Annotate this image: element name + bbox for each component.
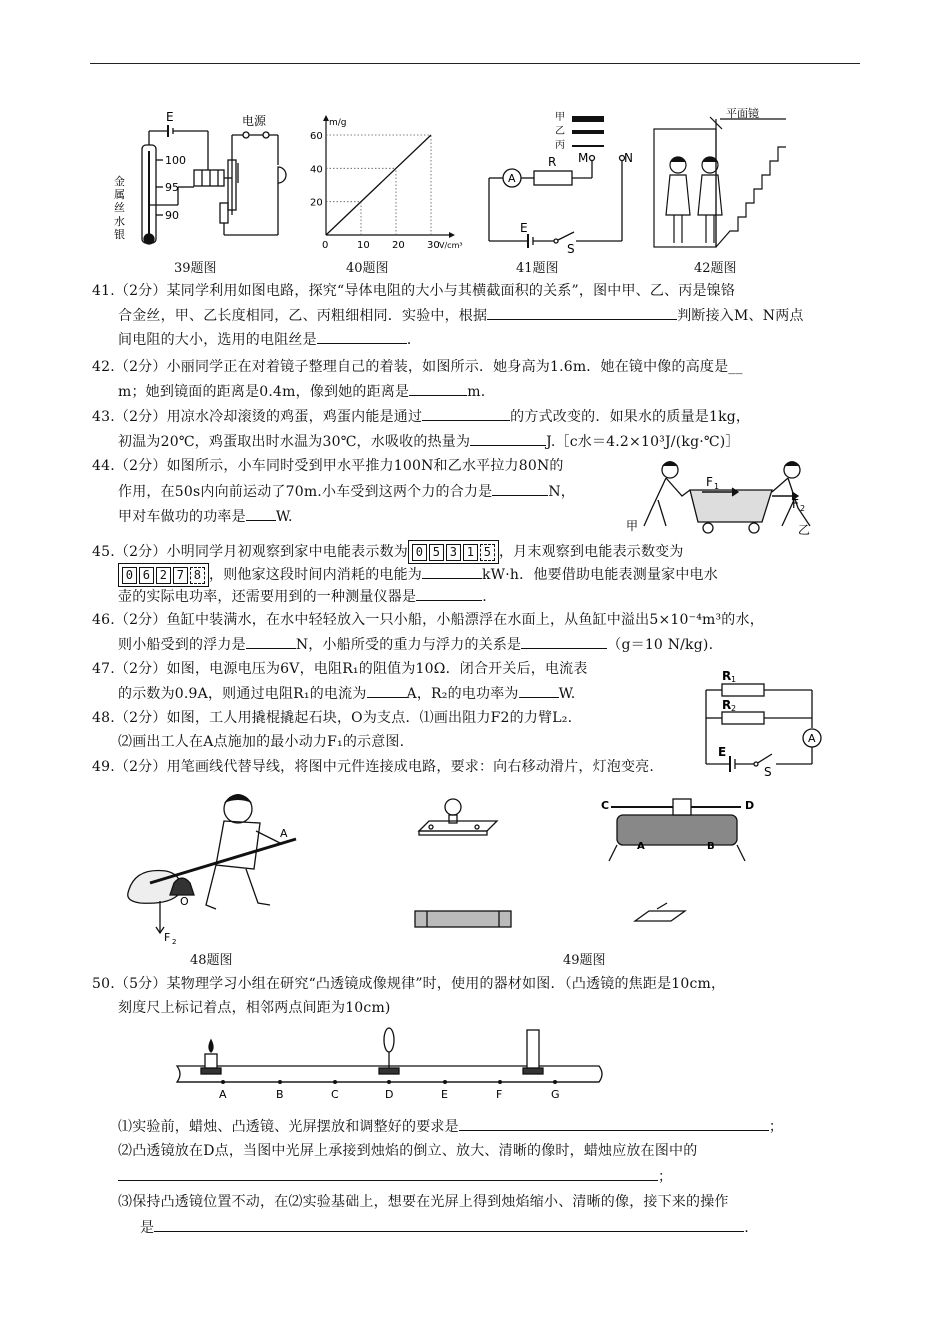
q46-text-2a: 则小船受到的浮力是 <box>118 637 246 653</box>
q47-text-2a: 的示数为0.9A，则通过电阻R₁的电流为 <box>118 686 367 702</box>
fig44-f1-label: F <box>706 475 713 489</box>
q41-line-1: 41.（2分）某同学利用如图电路，探究“导体电阻的大小与其横截面积的关系”，图中甲、乙、丙是镍铬 <box>92 283 736 299</box>
figure-41 <box>484 108 644 253</box>
q42-line-2 <box>118 381 485 402</box>
q48-line-1: 48.（2分）如图，工人用撬棍撬起石块，O为支点．⑴画出阻力F2的力臂L₂. <box>92 710 573 726</box>
fig47-r1-label: R <box>722 669 732 683</box>
q50-line-2: 刻度尺上标记着点，相邻两点间距为10cm) <box>118 1000 391 1016</box>
meter1-digit: 3 <box>446 544 461 561</box>
q49-line-1: 49.（2分）用笔画线代替导线，将图中元件连接成电路，要求：向右移动滑片，灯泡变亮. <box>92 759 655 775</box>
q43-line-1 <box>92 406 750 427</box>
fig48-a-label: A <box>280 827 288 840</box>
figure-40 <box>306 113 476 253</box>
meter2-digit: 6 <box>139 567 154 584</box>
fig42-caption: 42题图 <box>694 261 737 276</box>
fig47-r2-label: R <box>722 698 732 712</box>
figure-39 <box>108 105 308 250</box>
fig48-f2-label: F <box>164 931 171 944</box>
meter2-digit: 2 <box>156 567 171 584</box>
fig40-caption: 40题图 <box>346 261 389 276</box>
fig39-e-label: E <box>166 110 174 124</box>
q45-blank-1[interactable] <box>422 564 482 579</box>
q45-text-1a: 45.（2分）小明同学月初观察到家中电能表示数为 <box>92 544 408 560</box>
header-rule <box>90 63 860 64</box>
x-tick-label: 10 <box>357 240 370 251</box>
q46-line-2 <box>118 634 713 655</box>
q42-text-2a: m；她到镜面的距离是0.4m，像到她的距离是 <box>118 384 410 400</box>
fig49-c-label: C <box>601 799 610 812</box>
y-tick-label: 20 <box>310 197 323 209</box>
meter1-decimal-digit: 5 <box>480 544 495 561</box>
q45-text-3a: 壶的实际电功率，还需要用到的一种测量仪器是 <box>118 589 417 605</box>
q50-line-1: 50.（5分）某物理学习小组在研究“凸透镜成像规律”时，使用的器材如图．（凸透镜的焦距是10cm， <box>92 976 726 992</box>
fig50-g: G <box>551 1088 560 1101</box>
q50-blank-3[interactable] <box>154 1217 744 1232</box>
x-tick-label: 30 <box>427 240 440 251</box>
fig39-metal-label-3: 丝 <box>114 201 125 214</box>
fig41-bing: 丙 <box>555 140 565 151</box>
x-axis-arrow <box>449 232 455 238</box>
q45-line-2 <box>118 563 718 587</box>
fig41-jia: 甲 <box>555 112 565 123</box>
q43-text-1b: 的方式改变的．如果水的质量是1kg， <box>510 409 751 425</box>
q45-line-1 <box>92 540 684 564</box>
circuit-components-illustration <box>405 785 765 940</box>
q50-sub-2b <box>118 1166 672 1187</box>
cart-push-pull-illustration <box>622 456 822 538</box>
fig41-caption: 41题图 <box>516 261 559 276</box>
q42-blank[interactable] <box>409 381 467 396</box>
figure-47 <box>700 668 830 778</box>
meter1-digit: 1 <box>463 544 478 561</box>
mirror-scene-illustration <box>650 105 790 250</box>
q44-line-2 <box>118 481 575 502</box>
q41-text-2b: 判断接入M、N两点 <box>677 308 804 324</box>
q41-text-2a: 合金丝，甲、乙长度相同，乙、丙粗细相同．实验中，根据 <box>118 308 488 324</box>
q41-blank-2[interactable] <box>317 329 407 344</box>
q43-text-1a: 43.（2分）用凉水冷却滚烫的鸡蛋，鸡蛋内能是通过 <box>92 409 423 425</box>
q50-text-2b: ； <box>658 1169 673 1185</box>
fig47-e-label: E <box>718 745 727 759</box>
q45-line-3 <box>118 586 487 607</box>
x-tick-label: 20 <box>392 240 405 251</box>
q48-line-2: ⑵画出工人在A点施加的最小动力F₁的示意图. <box>118 734 405 750</box>
q45-blank-2[interactable] <box>416 586 482 601</box>
fig39-tick-95: 95 <box>165 181 179 194</box>
q45-text-2a: ，则他家这段时间内消耗的电能为 <box>209 567 422 583</box>
fig50-b: B <box>276 1088 284 1101</box>
figure-50 <box>175 1024 605 1106</box>
meter1-digit: 5 <box>429 544 444 561</box>
fig44-yi-label: 乙 <box>798 523 811 537</box>
meter2-digit: 0 <box>122 567 137 584</box>
q41-blank-1[interactable] <box>487 305 677 320</box>
fig42-mirror-label: 平面镜 <box>726 107 759 120</box>
q50-sub-2: ⑵凸透镜放在D点，当图中光屏上承接到烛焰的倒立、放大、清晰的像时，蜡烛应放在图中的 <box>118 1143 698 1159</box>
fig47-s-label: S <box>764 765 772 778</box>
q42-line-1: 42.（2分）小丽同学正在对着镜子整理自己的着装，如图所示．她身高为1.6m．她在镜中像的高度是__ <box>92 359 743 375</box>
q45-text-3b: . <box>482 589 487 605</box>
x-tick-label: 0 <box>322 240 329 251</box>
svg-text:2: 2 <box>172 938 177 945</box>
fig39-mercury-label-2: 银 <box>114 228 125 241</box>
q50-blank-1[interactable] <box>459 1116 769 1131</box>
q47-line-1: 47.（2分）如图，电源电压为6V，电阻R₁的阻值为10Ω．闭合开关后，电流表 <box>92 661 588 677</box>
figure-44 <box>622 456 822 538</box>
q41-line-2 <box>118 305 804 326</box>
data-line <box>326 135 431 235</box>
q43-line-2 <box>118 431 740 452</box>
parallel-resistor-circuit <box>700 668 830 778</box>
fig39-metal-label-1: 金 <box>114 175 125 188</box>
svg-text:1: 1 <box>714 482 720 491</box>
meter2-digit: 7 <box>173 567 188 584</box>
meter1-digit: 0 <box>412 544 427 561</box>
q43-blank-1[interactable] <box>422 406 510 421</box>
fig50-c: C <box>331 1088 339 1101</box>
meter2-decimal-digit: 8 <box>190 567 205 584</box>
fig39-tick-90: 90 <box>165 209 179 222</box>
q44-blank-1[interactable] <box>492 481 548 496</box>
q50-text-1b: ； <box>768 1119 784 1135</box>
q45-text-1b: ，月末观察到电能表示数变为 <box>498 544 684 560</box>
q44-line-1: 44.（2分）如图所示，小车同时受到甲水平推力100N和乙水平拉力80N的 <box>92 458 564 474</box>
thermostat-circuit-diagram <box>108 105 308 250</box>
svg-text:2: 2 <box>800 504 806 513</box>
q45-text-2b: kW·h．他要借助电能表测量家中电水 <box>482 567 718 583</box>
q47-text-2c: W. <box>558 686 576 702</box>
fig39-metal-label-2: 属 <box>114 188 125 201</box>
q50-sub-3: ⑶保持凸透镜位置不动，在⑵实验基础上，想要在光屏上得到烛焰缩小、清晰的像，接下来的操作 <box>118 1194 729 1210</box>
fig39-power-label: 电源 <box>242 114 267 128</box>
q44-blank-2[interactable] <box>246 506 276 521</box>
q44-text-2b: N， <box>548 484 575 500</box>
fig41-n: N <box>624 151 633 165</box>
q44-text-2a: 作用，在50s内向前运动了70m.小车受到这两个力的合力是 <box>118 484 493 500</box>
energy-meter-end <box>118 563 209 587</box>
fig41-e: E <box>520 221 528 235</box>
fig50-a: A <box>219 1088 227 1101</box>
q50-sub-3b <box>140 1217 749 1238</box>
fig41-ammeter-a: A <box>508 172 516 185</box>
fig44-f2-label: F <box>792 497 799 511</box>
q46-blank-2[interactable] <box>521 634 607 649</box>
fig49-caption: 49题图 <box>563 953 606 968</box>
fig39-mercury-label-1: 水 <box>114 215 125 228</box>
fig41-s: S <box>567 242 575 253</box>
q50-text-3c: . <box>744 1220 749 1236</box>
q44-line-3 <box>118 506 293 527</box>
q50-text-1a: ⑴实验前，蜡烛、凸透镜、光屏摆放和调整好的要求是 <box>118 1119 459 1135</box>
q47-text-2b: A，R₂的电功率为 <box>406 686 519 702</box>
y-tick-label: 60 <box>310 131 323 142</box>
svg-text:2: 2 <box>731 704 737 713</box>
fig39-caption: 39题图 <box>174 261 217 276</box>
q43-text-2b: J.［c水＝4.2×10³J/(kg·℃)］ <box>546 434 740 450</box>
fig49-b-label: B <box>707 841 715 852</box>
fig50-d: D <box>385 1088 394 1101</box>
resistance-circuit-diagram <box>484 108 644 253</box>
fig44-jia-label: 甲 <box>626 519 639 533</box>
q43-blank-2[interactable] <box>470 431 546 446</box>
y-tick-label: 40 <box>310 164 323 176</box>
q46-line-1: 46.（2分）鱼缸中装满水，在水中轻轻放入一只小船，小船漂浮在水面上，从鱼缸中溢出5×10⁻⁴m³的水， <box>92 612 764 628</box>
figure-48 <box>120 785 310 945</box>
q44-text-3a: 甲对车做功的功率是 <box>118 509 246 525</box>
figure-42 <box>650 105 790 250</box>
q46-blank-1[interactable] <box>246 634 296 649</box>
q47-line-2 <box>118 683 575 704</box>
optical-bench-illustration <box>175 1024 605 1106</box>
fig49-a-label: A <box>637 841 645 852</box>
fig41-yi: 乙 <box>555 126 565 137</box>
fig47-ammeter-a: A <box>808 732 816 745</box>
fig41-m: M <box>578 151 589 165</box>
x-axis-label: V/cm³ <box>439 241 463 250</box>
fig48-caption: 48题图 <box>190 953 233 968</box>
fig39-tick-100: 100 <box>165 154 186 167</box>
fig49-d-label: D <box>745 799 755 812</box>
q41-line-3 <box>118 329 421 350</box>
q41-text-3a: 间电阻的大小，选用的电阻丝是 <box>118 332 317 348</box>
q47-blank-1[interactable] <box>367 683 407 698</box>
fig41-r: R <box>548 155 557 169</box>
q46-text-2c: （g＝10 N/kg). <box>607 637 714 653</box>
q46-text-2b: N，小船所受的重力与浮力的关系是 <box>295 637 522 653</box>
energy-meter-start <box>408 540 499 564</box>
q50-sub-1 <box>118 1116 783 1137</box>
fig50-e: E <box>441 1088 448 1101</box>
worker-crowbar-illustration <box>120 785 310 945</box>
y-axis-label: m/g <box>329 118 347 128</box>
q44-text-3b: W. <box>275 509 293 525</box>
q50-text-3b: 是 <box>140 1220 155 1236</box>
figure-49 <box>405 785 765 940</box>
q47-blank-2[interactable] <box>519 683 559 698</box>
q50-blank-2[interactable] <box>118 1166 658 1181</box>
fig50-f: F <box>496 1088 503 1101</box>
svg-text:1: 1 <box>731 675 737 684</box>
mass-volume-chart <box>306 113 476 253</box>
q41-text-3b: ． <box>406 332 422 348</box>
fig48-o-label: O <box>180 895 189 908</box>
q42-text-2b: m. <box>467 384 486 400</box>
q43-text-2a: 初温为20℃，鸡蛋取出时水温为30℃，水吸收的热量为 <box>118 434 471 450</box>
